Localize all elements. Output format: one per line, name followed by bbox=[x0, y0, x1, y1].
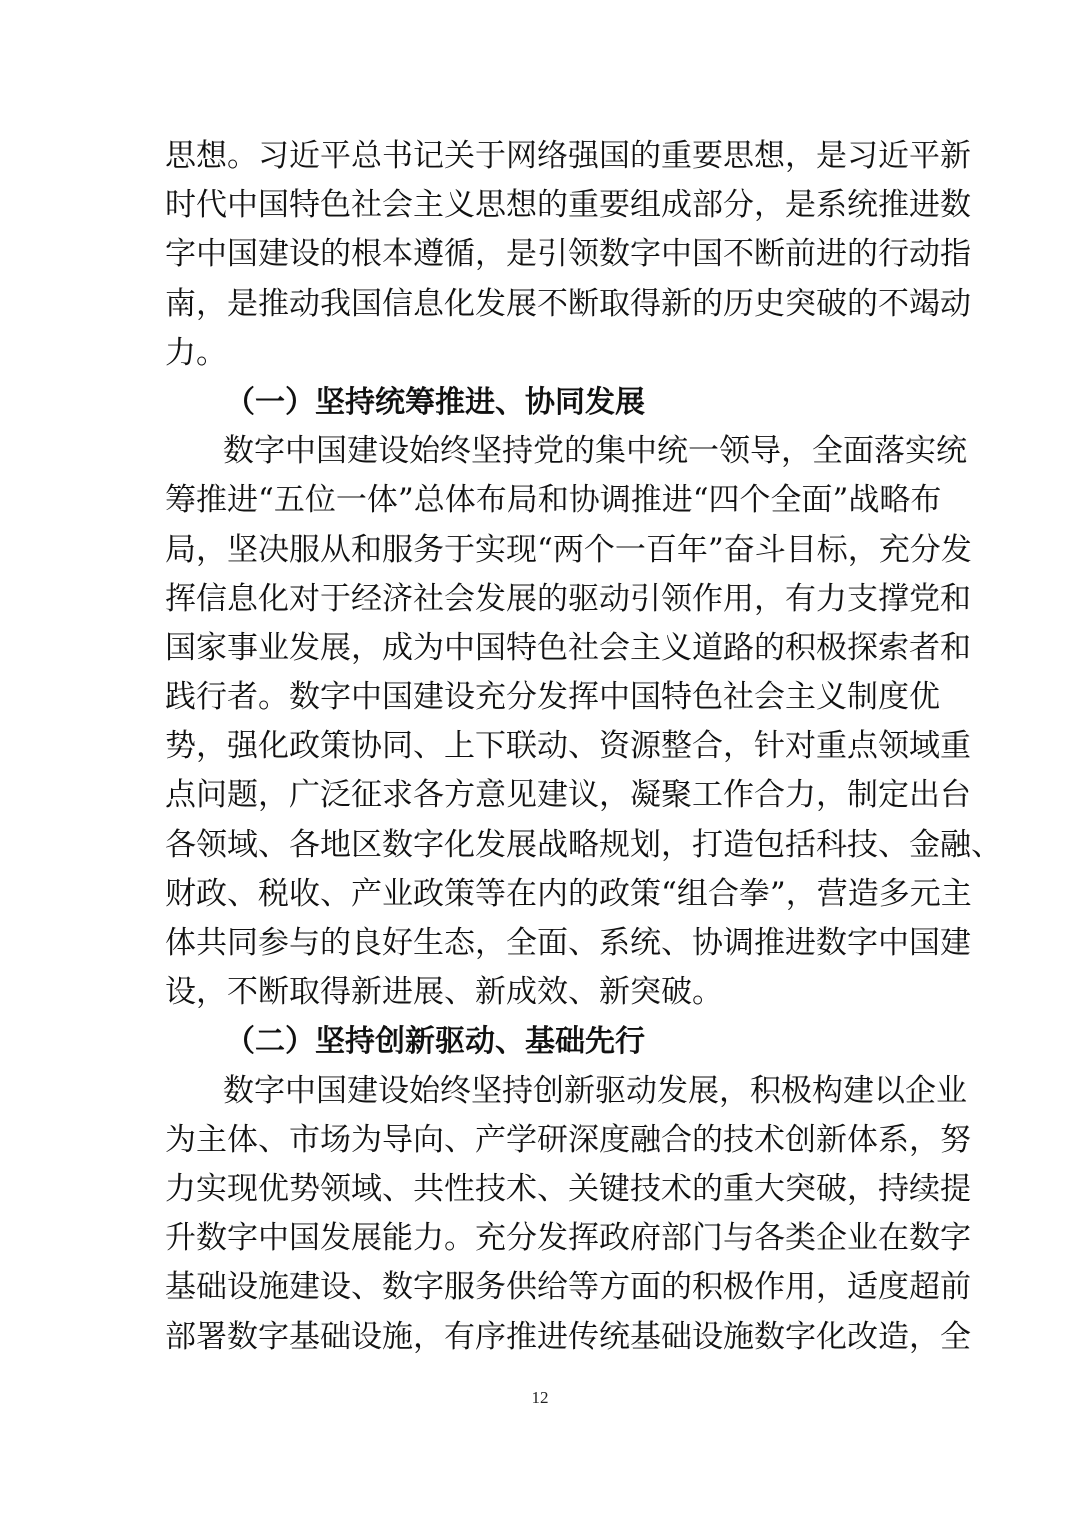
text-line: 点问题，广泛征求各方意见建议，凝聚工作合力，制定出台 bbox=[165, 777, 971, 814]
text-line: 力实现优势领域、共性技术、关键技术的重大突破，持续提 bbox=[165, 1170, 971, 1207]
text-line: 升数字中国发展能力。充分发挥政府部门与各类企业在数字 bbox=[165, 1220, 971, 1257]
text-line: 势，强化政策协同、上下联动、资源整合，针对重点领域重 bbox=[165, 728, 971, 765]
text-line: 筹推进“五位一体”总体布局和协调推进“四个全面”战略布 bbox=[165, 482, 942, 519]
text-line: 财政、税收、产业政策等在内的政策“组合拳”，营造多元主 bbox=[165, 875, 972, 912]
paragraph-first-line: 数字中国建设始终坚持创新驱动发展，积极构建以企业 bbox=[223, 1072, 967, 1109]
text-line: 基础设施建设、数字服务供给等方面的积极作用，适度超前 bbox=[165, 1269, 971, 1306]
section-heading-1: （一）坚持统筹推进、协同发展 bbox=[225, 384, 645, 420]
text-line: 设，不断取得新进展、新成效、新突破。 bbox=[165, 974, 723, 1011]
document-body bbox=[165, 132, 1002, 1362]
paragraph-first-line: 数字中国建设始终坚持党的集中统一领导，全面落实统 bbox=[223, 433, 967, 470]
text-line: 南，是推动我国信息化发展不断取得新的历史突破的不竭动 bbox=[165, 285, 971, 322]
section-heading-2: （二）坚持创新驱动、基础先行 bbox=[225, 1024, 645, 1060]
text-line: 部署数字基础设施，有序推进传统基础设施数字化改造，全 bbox=[165, 1318, 971, 1355]
text-line: 为主体、市场为导向、产学研深度融合的技术创新体系，努 bbox=[165, 1121, 971, 1158]
text-line: 践行者。数字中国建设充分发挥中国特色社会主义制度优 bbox=[165, 679, 940, 716]
text-line: 体共同参与的良好生态，全面、系统、协调推进数字中国建 bbox=[165, 925, 971, 961]
text-line: 字中国建设的根本遵循，是引领数字中国不断前进的行动指 bbox=[165, 236, 971, 273]
text-line: 各领域、各地区数字化发展战略规划，打造包括科技、金融、 bbox=[165, 826, 1002, 863]
text-line: 局，坚决服从和服务于实现“两个一百年”奋斗目标，充分发 bbox=[165, 531, 972, 568]
text-line: 挥信息化对于经济社会发展的驱动引领作用，有力支撑党和 bbox=[165, 580, 971, 617]
text-line: 时代中国特色社会主义思想的重要组成部分，是系统推进数 bbox=[165, 187, 971, 224]
text-line: 力。 bbox=[165, 334, 227, 371]
page-number: 12 bbox=[531, 1388, 549, 1407]
text-line: 国家事业发展，成为中国特色社会主义道路的积极探索者和 bbox=[165, 629, 971, 666]
text-line: 思想。习近平总书记关于网络强国的重要思想，是习近平新 bbox=[165, 138, 971, 174]
